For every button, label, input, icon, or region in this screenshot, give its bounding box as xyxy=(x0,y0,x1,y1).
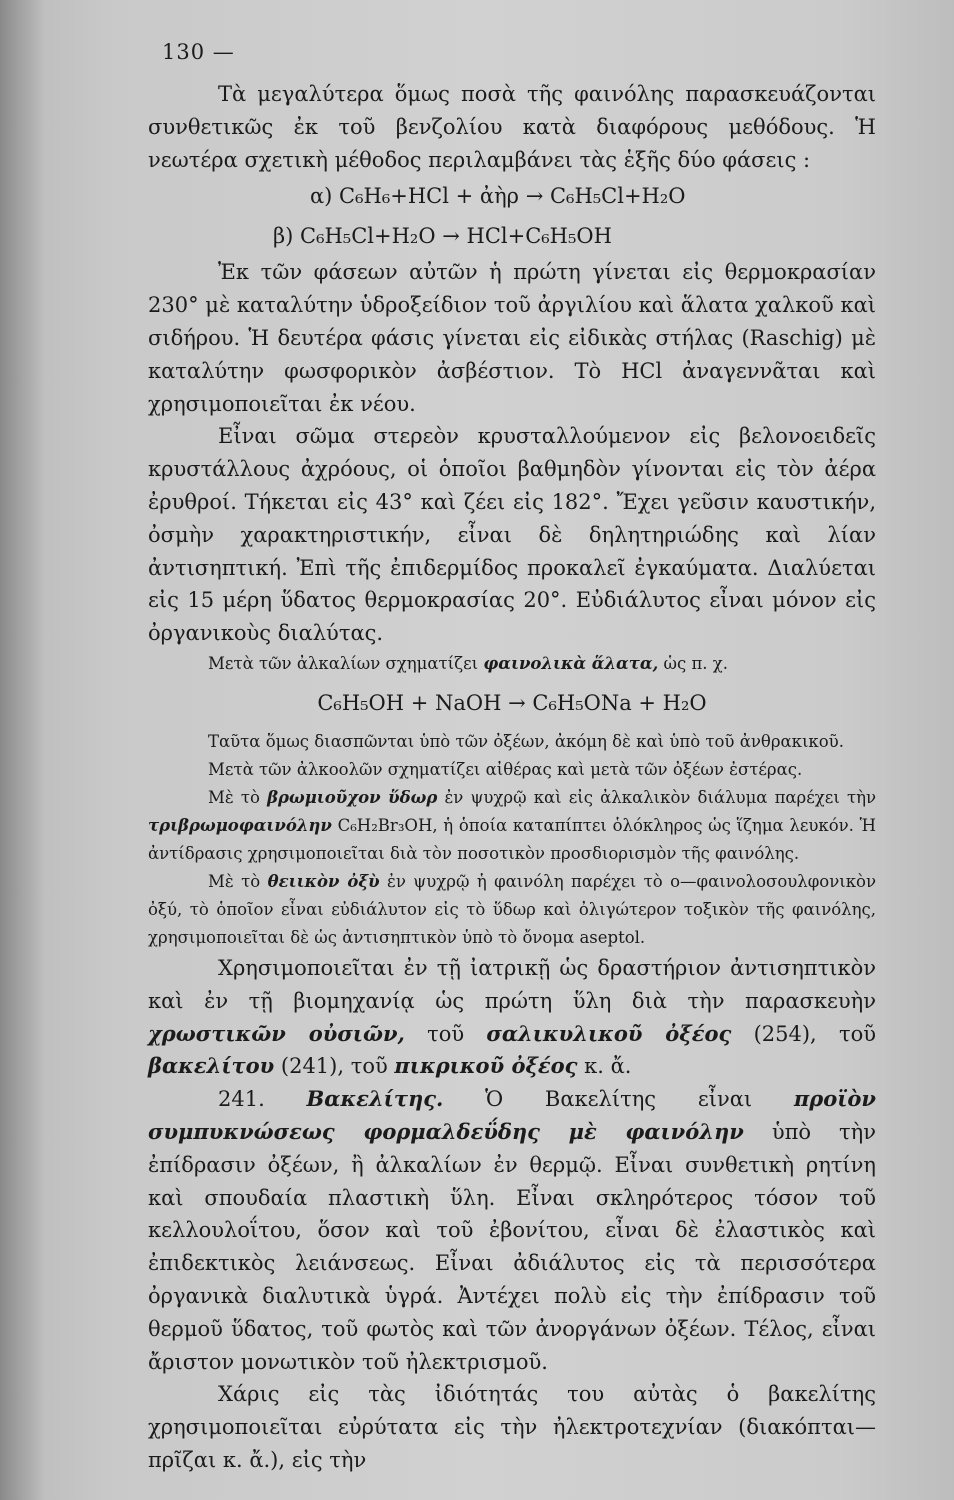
text-block xyxy=(148,40,876,1477)
equation-naoh: C₆H₅OH + NaOH → C₆H₅ONa + H₂O xyxy=(317,690,707,715)
note-sulfuric-acid: Μὲ τὸ θειικὸν ὀξὺ ἐν ψυχρῷ ἡ φαινόλη παρέχει τὸ ο—φαινολοσουλφονικὸν ὀξύ, τὸ ὁποῖον εἶναι εὐδιάλυτον εἰς τὸ ὕδωρ καὶ ὀλιγώτερον τοξικὸν τῆς φαινόλης, χρησιμοποιεῖται δὲ ὡς ἀντισηπτικὸν ὑπὸ τὸ ὄνομα aseptol. xyxy=(148,871,877,947)
book-gutter-shadow xyxy=(0,0,44,1500)
section-title: Βακελίτης. xyxy=(306,1086,444,1112)
note-acid-decomposition: Ταῦτα ὅμως διασπῶνται ὑπὸ τῶν ὀξέων, ἀκόμη δὲ καὶ ὑπὸ τοῦ ἀνθρακικοῦ. xyxy=(208,731,844,751)
equation-beta: β) C₆H₅Cl+H₂O → HCl+C₆H₅OH xyxy=(273,224,612,249)
paragraph-properties: Εἶναι σῶμα στερεὸν κρυσταλλούμενον εἰς βελονοειδεῖς κρυστάλλους ἀχρόους, οἱ ὁποῖοι βαθμηδὸν γίνονται εἰς τὸν ἀέρα ἐρυθροί. Τήκεται εἰς 43° καὶ ζέει εἰς 182°. Ἔχει γεῦσιν καυστικήν, ὀσμὴν χαρακτηριστικήν, εἶναι δὲ δηλητηριώδης καὶ λίαν ἀντισηπτική. Ἐπὶ τῆς ἐπιδερμίδος προκαλεῖ ἐγκαύματα. Διαλύεται εἰς 15 μέρη ὕδατος θερμοκρασίας 20°. Εὐδιάλυτος εἶναι μόνον εἰς ὀργανικοὺς διαλύτας. xyxy=(148,424,876,646)
paragraph-uses: Χρησιμοποιεῖται ἐν τῇ ἰατρικῇ ὡς δραστήριον ἀντισηπτικὸν καὶ ἐν τῇ βιομηχανίᾳ ὡς πρώτη ὕλη διὰ τὴν παρασκευὴν χρωστικῶν οὐσιῶν, τοῦ σαλικυλικοῦ ὀξέος (254), τοῦ βακελίτου (241), τοῦ πικρικοῦ ὀξέος κ. ἄ. xyxy=(148,955,876,1079)
note-bromine-water: Μὲ τὸ βρωμιοῦχον ὕδωρ ἐν ψυχρῷ καὶ εἰς ἀλκαλικὸν διάλυμα παρέχει τὴν τριβρωμοφαινόλην C₆H₂Br₃OH, ἡ ὁποία καταπίπτει ὁλόκληρος ὡς ἵζημα λευκόν. Ἡ ἀντίδρασις χρησιμοποιεῖται διὰ τὸν ποσοτικὸν προσδιορισμὸν τῆς φαινόλης. xyxy=(148,787,876,863)
paragraph-phases: Ἐκ τῶν φάσεων αὐτῶν ἡ πρώτη γίνεται εἰς θερμοκρασίαν 230° μὲ καταλύτην ὑδροξείδιον τοῦ ἀργιλίου καὶ ἅλατα χαλκοῦ καὶ σιδήρου. Ἡ δευτέρα φάσις γίνεται εἰς εἰδικὰς στήλας (Raschig) μὲ καταλύτην φωσφορικὸν ἀσβέστιον. Τὸ HCl ἀναγεννᾶται καὶ χρησιμοποιεῖται ἐκ νέου. xyxy=(148,260,876,416)
equation-alpha: α) C₆H₆+HCl + ἀὴρ → C₆H₅Cl+H₂O xyxy=(310,184,686,209)
section-bakelite: 241. Βακελίτης. Ὁ Βακελίτης εἶναι προϊὸν συμπυκνώσεως φορμαλδεΰδης μὲ φαινόλην ὑπὸ τὴν ἐπίδρασιν ὀξέων, ἢ ἀλκαλίων ἐν θερμῷ. Εἶναι συνθετικὴ ρητίνη καὶ σπουδαία πλαστικὴ ὕλη. Εἶναι σκληρότερος τόσον τοῦ κελλουλοΐτου, ὅσον καὶ τοῦ ἐβονίτου, εἶναι δὲ ἐλαστικὸς καὶ ἐπιδεκτικὸς λειάνσεως. Εἶναι ἀδιάλυτος εἰς τὰ περισσότερα ὀργανικὰ διαλυτικὰ ὑγρά. Ἀντέχει πολὺ εἰς τὴν ἐπίδρασιν τοῦ θερμοῦ ὕδατος, τοῦ φωτὸς καὶ τῶν ἀνοργάνων ὀξέων. Τέλος, εἶναι ἄριστον μονωτικὸν τοῦ ἠλεκτρισμοῦ. xyxy=(148,1086,876,1374)
paragraph-synthesis: Τὰ μεγαλύτερα ὅμως ποσὰ τῆς φαινόλης παρασκευάζονται συνθετικῶς ἐκ τοῦ βενζολίου κατὰ διαφόρους μεθόδους. Ἡ νεωτέρα σχετικὴ μέθοδος περιλαμβάνει τὰς ἑξῆς δύο φάσεις : xyxy=(148,82,876,172)
paragraph-electrical-uses: Χάρις εἰς τὰς ἰδιότητάς του αὐτὰς ὁ βακελίτης χρησιμοποιεῖται εὐρύτατα εἰς τὴν ἠλεκτροτεχνίαν (διακόπται—πρῖζαι κ. ἄ.), εἰς τὴν xyxy=(148,1382,876,1472)
note-ethers-esters: Μετὰ τῶν ἀλκοολῶν σχηματίζει αἰθέρας καὶ μετὰ τῶν ὀξέων ἐστέρας. xyxy=(208,759,803,779)
page-number: 130 — xyxy=(162,40,235,64)
note-alkali-salts: Μετὰ τῶν ἀλκαλίων σχηματίζει φαινολικὰ ἅλατα, ὡς π. χ. xyxy=(208,653,729,673)
